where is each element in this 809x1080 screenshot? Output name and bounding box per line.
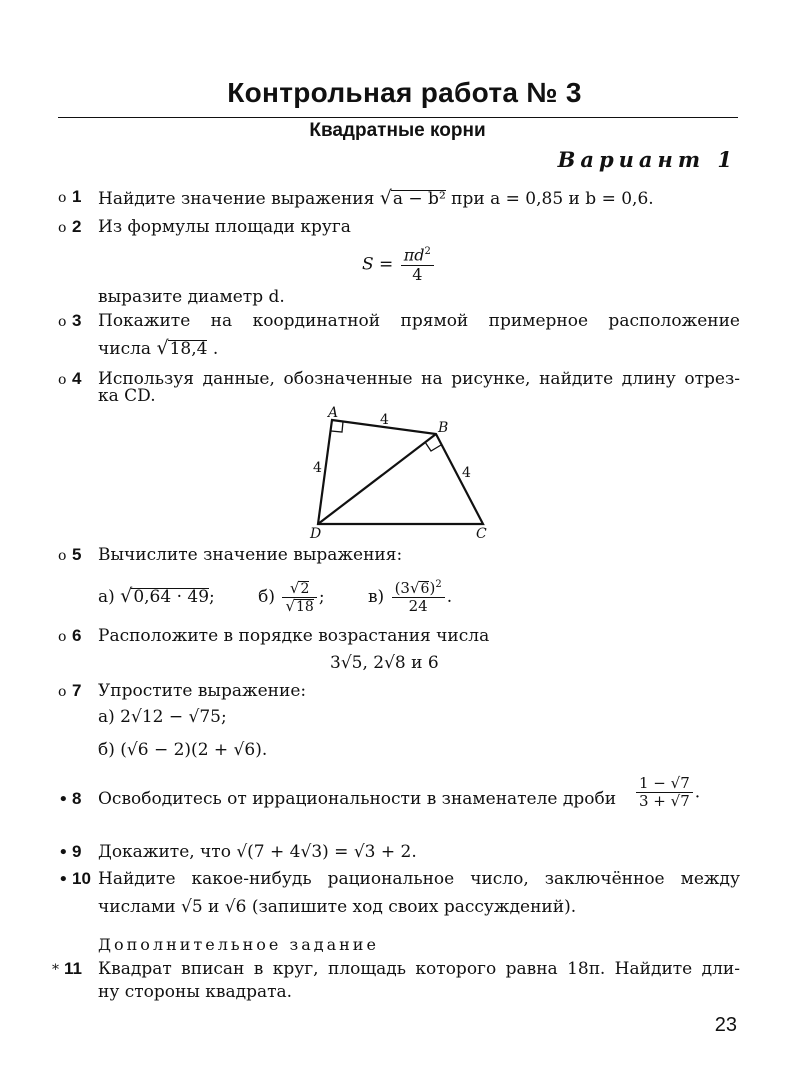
- task-marker-filled: •: [58, 869, 69, 890]
- task-marker-filled: •: [58, 789, 69, 810]
- side-label-ad: 4: [313, 460, 322, 476]
- task-marker-star: *: [52, 961, 59, 978]
- task-11: [52, 959, 88, 979]
- right-angle-mark-b: [425, 442, 441, 451]
- vertex-label-c: C: [476, 526, 487, 542]
- task-marker-open: o: [58, 371, 67, 388]
- task-7-a-expr: 2√12 − √75: [120, 707, 221, 727]
- task-5-a-radicand: 0,64 · 49: [133, 586, 210, 607]
- quadrilateral-outline: [318, 420, 483, 524]
- task-9-prompt: Докажите, что: [98, 842, 231, 862]
- task-5-items: а) √0,64 · 49; б) $\frac{√2}{√18}$ ; в) $\frac{(3√6)^2}{24}$ .: [98, 578, 453, 616]
- vertex-label-a: A: [328, 405, 339, 421]
- task-number: 3: [72, 311, 82, 330]
- side-label-ab: 4: [380, 412, 389, 428]
- task-marker-filled: •: [58, 842, 69, 863]
- task-10: [58, 869, 96, 890]
- task-6-numbers: 3√5, 2√8 и 6: [330, 653, 439, 673]
- task-5: [58, 545, 96, 565]
- task-marker-open: o: [58, 189, 67, 206]
- variant-label: Вариант 1: [557, 147, 737, 172]
- vertex-label-d: D: [310, 526, 322, 542]
- task-5-text: Вычислите значение выражения:: [98, 545, 403, 565]
- task-number: 2: [72, 217, 82, 236]
- task-marker-open: o: [58, 628, 67, 645]
- vertex-label-b: B: [438, 420, 449, 436]
- task-number: 6: [72, 626, 82, 645]
- task-6-text: Расположите в порядке возрастания числа: [98, 626, 490, 646]
- task-1: [58, 187, 96, 207]
- task-1-prompt: Найдите значение выражения: [98, 189, 375, 209]
- task-5-c-den: 24: [408, 597, 428, 616]
- extra-task-heading: Дополнительное задание: [98, 935, 379, 954]
- task-2-formula: S = $\frac{\pi d^2}{4}$: [362, 246, 436, 284]
- page-number: 23: [714, 1014, 737, 1036]
- side-label-bc: 4: [462, 465, 471, 481]
- task-number: 9: [72, 842, 82, 861]
- task-number: 10: [72, 869, 91, 888]
- task-4: [58, 369, 96, 389]
- task-4-line-2: ка CD.: [98, 386, 156, 406]
- task-number: 4: [72, 369, 82, 388]
- task-number: 8: [72, 789, 82, 808]
- task-11-line-1: Квадрат вписан в круг, площадь которого равна 18π. Найдите дли-: [98, 959, 740, 979]
- right-angle-mark-a: [331, 422, 343, 433]
- task-8-text: Освободитесь от иррациональности в знаменателе дроби: [98, 789, 617, 809]
- title-divider: [58, 117, 738, 118]
- task-3-line-1: Покажите на координатной прямой примерное расположение: [98, 311, 740, 331]
- task-8: [58, 789, 96, 810]
- task-8-denominator: 3 + √7: [639, 792, 690, 811]
- task-9: [58, 842, 96, 863]
- task-1-condition: при a = 0,85 и b = 0,6.: [451, 189, 654, 209]
- task-2-text: Из формулы площади круга: [98, 217, 351, 237]
- task-9-expr: √(7 + 4√3) = √3 + 2: [236, 842, 412, 862]
- task-number: 5: [72, 545, 82, 564]
- task-8-fraction: $\frac{1 - √7}{3 + √7}$ .: [634, 775, 700, 811]
- task-number: 7: [72, 681, 82, 700]
- task-7-b: б) (√6 − 2)(2 + √6).: [98, 740, 268, 760]
- task-5-c-fraction: $\frac{(3√6)^2}{24}$: [392, 579, 445, 616]
- task-3: [58, 311, 96, 331]
- diagonal-bd: [318, 434, 436, 524]
- task-4-line-1: Используя данные, обозначенные на рисунке, найдите длину отрез-: [98, 369, 740, 389]
- task-marker-open: o: [58, 683, 67, 700]
- task-marker-open: o: [58, 313, 67, 330]
- task-2: [58, 217, 96, 237]
- task-number: 1: [72, 187, 82, 206]
- task-3-line-2: числа √18,4 .: [98, 337, 219, 359]
- task-1-text: Найдите значение выражения √a − b² при a = 0,85 и b = 0,6.: [98, 187, 654, 209]
- page-title: Контрольная работа № 3: [227, 77, 582, 108]
- task-marker-open: o: [58, 547, 67, 564]
- task-3-word: числа: [98, 339, 152, 359]
- task-2-text-2: выразите диаметр d.: [98, 287, 285, 307]
- task-number: 11: [64, 959, 82, 978]
- task-7-a: а) 2√12 − √75;: [98, 707, 227, 727]
- formula-fraction: $\frac{\pi d^2}{4}$: [401, 246, 434, 284]
- task-7-b-expr: (√6 − 2)(2 + √6): [120, 740, 262, 760]
- task-6: [58, 626, 96, 646]
- task-3-radicand: 18,4: [169, 339, 208, 359]
- task-marker-open: o: [58, 219, 67, 236]
- task-8-frac: [636, 775, 693, 811]
- task-10-line-1: Найдите какое-нибудь рациональное число, заключённое между: [98, 869, 740, 889]
- task-7-text: Упростите выражение:: [98, 681, 307, 701]
- page-subtitle: Квадратные корни: [309, 120, 486, 141]
- task-9-text: Докажите, что √(7 + 4√3) = √3 + 2.: [98, 842, 417, 862]
- quadrilateral-figure: [300, 402, 500, 542]
- task-10-line-2: числами √5 и √6 (запишите ход своих рассуждений).: [98, 897, 577, 917]
- task-5-b-den: 18: [296, 598, 314, 615]
- task-7: [58, 681, 96, 701]
- task-1-expression: a − b²: [392, 189, 446, 209]
- task-11-line-2: ну стороны квадрата.: [98, 982, 293, 1002]
- task-8-numerator: 1 − √7: [636, 775, 693, 793]
- task-5-b-fraction: $\frac{√2}{√18}$: [282, 580, 316, 616]
- task-5-b-num: 2: [300, 580, 310, 597]
